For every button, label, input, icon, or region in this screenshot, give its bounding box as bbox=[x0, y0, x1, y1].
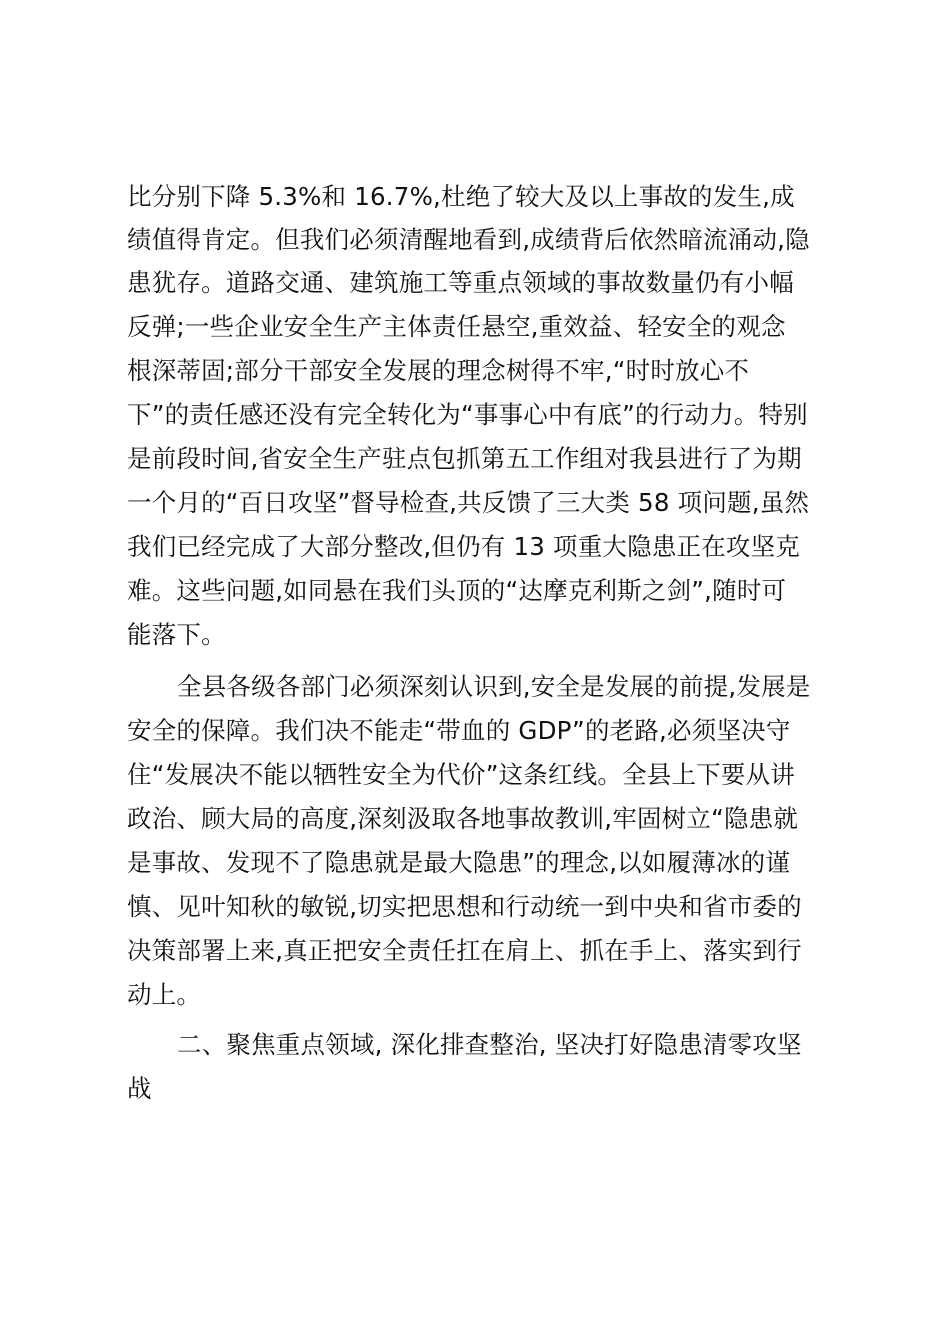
text-line: 比分别下降 5.3%和 16.7%,杜绝了较大及以上事故的发生,成 bbox=[127, 182, 795, 211]
text-line: 下”的责任感还没有完全转化为“事事心中有底”的行动力。特别 bbox=[127, 400, 808, 429]
text-line: 绩值得肯定。但我们必须清醒地看到,成绩背后依然暗流涌动,隐 bbox=[127, 225, 810, 254]
text-line: 决策部署上来,真正把安全责任扛在肩上、抓在手上、落实到行 bbox=[127, 936, 802, 965]
text-line: 慎、见叶知秋的敏锐,切实把思想和行动统一到中央和省市委的 bbox=[127, 892, 802, 921]
text-line: 是事故、发现不了隐患就是最大隐患”的理念,以如履薄冰的谨 bbox=[127, 848, 791, 877]
text-line: 我们已经完成了大部分整改,但仍有 13 项重大隐患正在攻坚克 bbox=[127, 532, 801, 561]
text-line: 政治、顾大局的高度,深刻汲取各地事故教训,牢固树立“隐患就 bbox=[127, 804, 799, 833]
paragraph-first-line: 全县各级各部门必须深刻认识到,安全是发展的前提,发展是 bbox=[177, 672, 811, 701]
section-heading-continued: 战 bbox=[127, 1074, 152, 1103]
text-line: 患犹存。道路交通、建筑施工等重点领域的事故数量仍有小幅 bbox=[127, 268, 794, 297]
text-line: 难。这些问题,如同悬在我们头顶的“达摩克利斯之剑”,随时可 bbox=[127, 576, 787, 605]
text-line: 根深蒂固;部分干部安全发展的理念树得不牢,“时时放心不 bbox=[127, 356, 750, 385]
text-line: 安全的保障。我们决不能走“带血的 GDP”的老路,必须坚决守 bbox=[127, 716, 791, 745]
text-line: 住“发展决不能以牺牲安全为代价”这条红线。全县上下要从讲 bbox=[127, 760, 795, 789]
text-line: 一个月的“百日攻坚”督导检查,共反馈了三大类 58 项问题,虽然 bbox=[127, 488, 810, 517]
text-line: 反弹;一些企业安全生产主体责任悬空,重效益、轻安全的观念 bbox=[127, 312, 786, 341]
text-line: 能落下。 bbox=[127, 620, 226, 649]
section-heading: 二、聚焦重点领域, 深化排查整治, 坚决打好隐患清零攻坚 bbox=[177, 1030, 802, 1059]
text-line: 动上。 bbox=[127, 980, 202, 1009]
text-line: 是前段时间,省安全生产驻点包抓第五工作组对我县进行了为期 bbox=[127, 444, 802, 473]
